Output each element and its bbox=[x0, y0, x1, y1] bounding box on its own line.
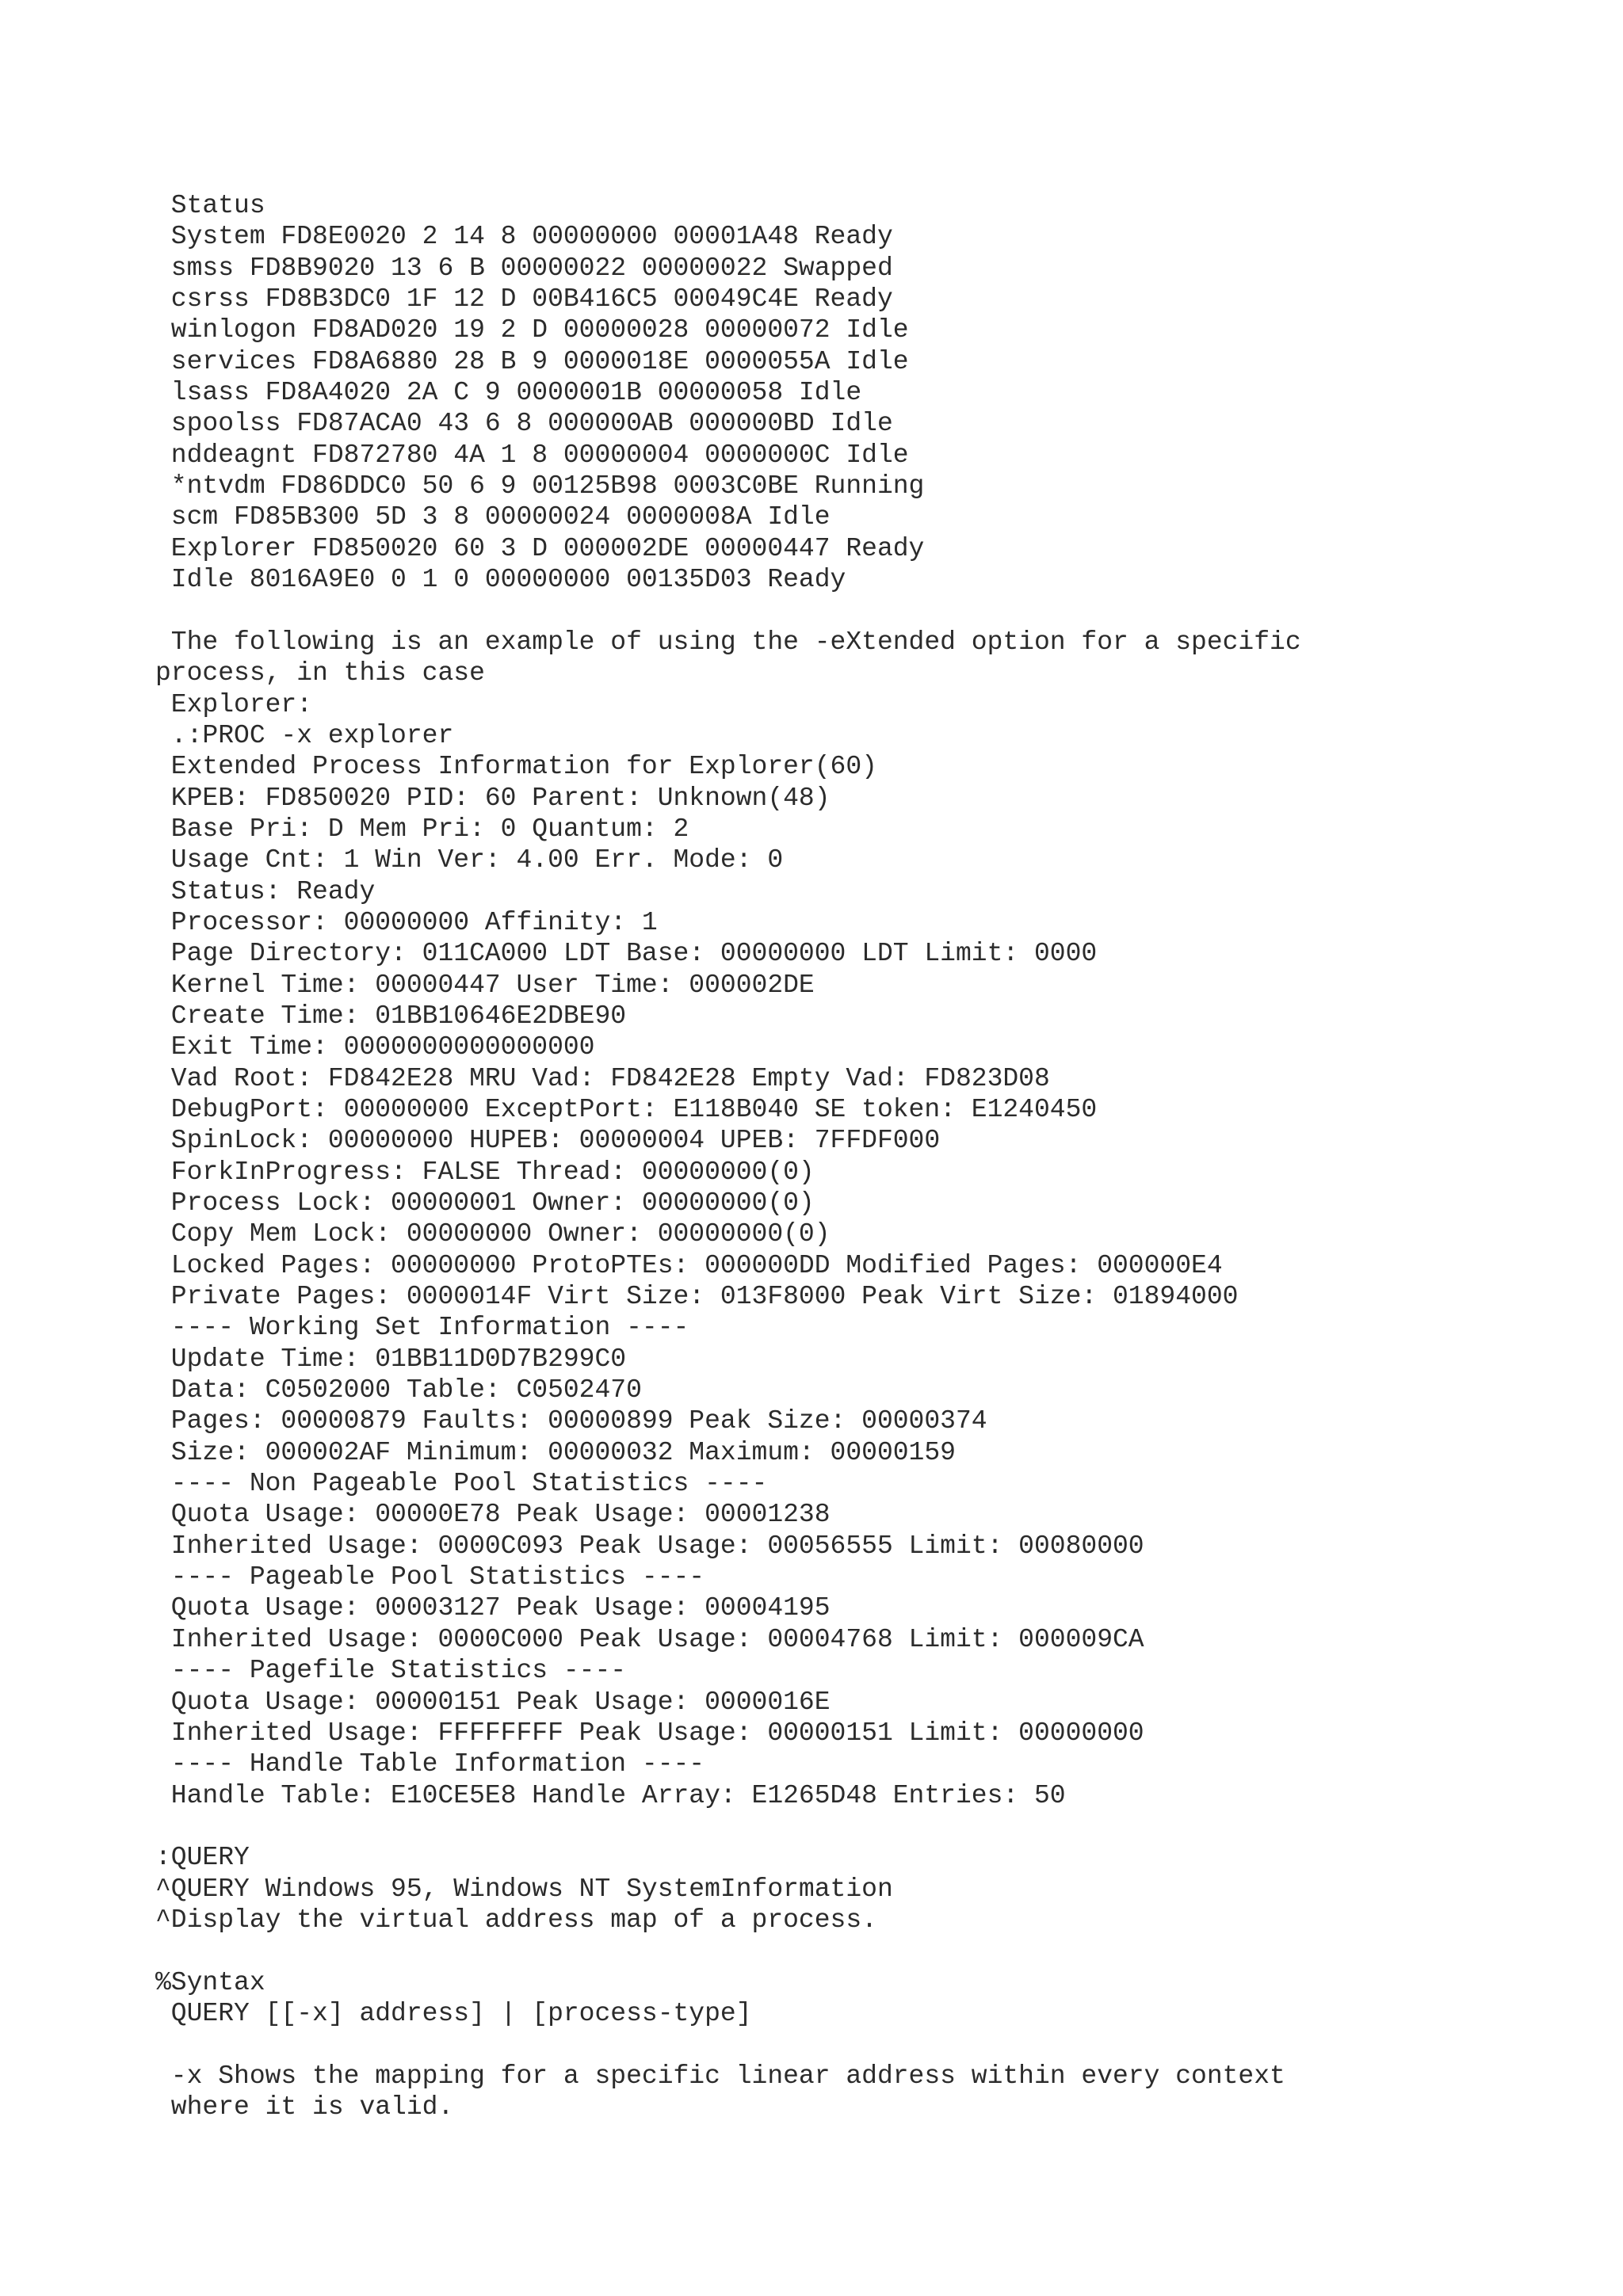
text-line: ---- Working Set Information ---- bbox=[155, 1313, 689, 1343]
blank-line bbox=[155, 1811, 1582, 1842]
text-line: Base Pri: D Mem Pri: 0 Quantum: 2 bbox=[155, 814, 689, 844]
text-line: Inherited Usage: FFFFFFFF Peak Usage: 00000151 Limit: 00000000 bbox=[155, 1718, 1144, 1748]
text-line: Quota Usage: 00000E78 Peak Usage: 00001238 bbox=[155, 1500, 831, 1530]
text-line: Idle 8016A9E0 0 1 0 00000000 00135D03 Ready bbox=[155, 565, 846, 595]
blank-line bbox=[155, 1936, 1582, 1966]
text-line: KPEB: FD850020 PID: 60 Parent: Unknown(48) bbox=[155, 783, 831, 813]
text-line: Processor: 00000000 Affinity: 1 bbox=[155, 907, 658, 937]
text-line: ---- Pagefile Statistics ---- bbox=[155, 1656, 627, 1686]
text-line: Handle Table: E10CE5E8 Handle Array: E1265D48 Entries: 50 bbox=[155, 1780, 1066, 1810]
text-line: Kernel Time: 00000447 User Time: 000002DE bbox=[155, 970, 815, 1000]
text-line: ForkInProgress: FALSE Thread: 00000000(0) bbox=[155, 1157, 815, 1187]
text-line: QUERY [[-x] address] | [process-type] bbox=[155, 1998, 752, 2028]
blank-line bbox=[155, 2029, 1582, 2060]
text-line: SpinLock: 00000000 HUPEB: 00000004 UPEB: 7FFDF000 bbox=[155, 1126, 941, 1156]
text-line: The following is an example of using the -eXtended option for a specific bbox=[155, 627, 1301, 657]
text-line: Status: Ready bbox=[155, 876, 376, 906]
text-line: ^QUERY Windows 95, Windows NT SystemInformation bbox=[155, 1874, 893, 1904]
text-line: nddeagnt FD872780 4A 1 8 00000004 0000000C Idle bbox=[155, 440, 909, 470]
text-line: Data: C0502000 Table: C0502470 bbox=[155, 1375, 642, 1405]
text-line: csrss FD8B3DC0 1F 12 D 00B416C5 00049C4E Ready bbox=[155, 284, 893, 315]
text-line: .:PROC -x explorer bbox=[155, 720, 454, 750]
text-line: Process Lock: 00000001 Owner: 00000000(0) bbox=[155, 1188, 815, 1218]
text-line: lsass FD8A4020 2A C 9 0000001B 00000058 Idle bbox=[155, 378, 862, 408]
text-line: Create Time: 01BB10646E2DBE90 bbox=[155, 1001, 627, 1031]
text-line: -x Shows the mapping for a specific linear address within every context bbox=[155, 2061, 1285, 2091]
text-line: ^Display the virtual address map of a process. bbox=[155, 1905, 877, 1935]
text-line: Exit Time: 0000000000000000 bbox=[155, 1032, 595, 1062]
text-line: smss FD8B9020 13 6 B 00000022 00000022 Swapped bbox=[155, 253, 893, 283]
text-line: services FD8A6880 28 B 9 0000018E 0000055A Idle bbox=[155, 346, 909, 376]
text-line: System FD8E0020 2 14 8 00000000 00001A48 Ready bbox=[155, 222, 893, 252]
text-line: Size: 000002AF Minimum: 00000032 Maximum: 00000159 bbox=[155, 1437, 956, 1467]
text-line: %Syntax bbox=[155, 1967, 265, 1997]
text-line: scm FD85B300 5D 3 8 00000024 0000008A Idle bbox=[155, 502, 831, 532]
text-line: Private Pages: 0000014F Virt Size: 013F8000 Peak Virt Size: 01894000 bbox=[155, 1282, 1239, 1312]
text-line: Page Directory: 011CA000 LDT Base: 00000000 LDT Limit: 0000 bbox=[155, 939, 1098, 969]
text-line: Update Time: 01BB11D0D7B299C0 bbox=[155, 1344, 627, 1374]
text-line: where it is valid. bbox=[155, 2092, 454, 2122]
text-line: Usage Cnt: 1 Win Ver: 4.00 Err. Mode: 0 bbox=[155, 845, 784, 875]
text-line: DebugPort: 00000000 ExceptPort: E118B040 SE token: E1240450 bbox=[155, 1094, 1098, 1124]
text-line: ---- Pageable Pool Statistics ---- bbox=[155, 1562, 705, 1592]
document-page bbox=[155, 190, 1582, 2122]
text-line: Inherited Usage: 0000C093 Peak Usage: 00056555 Limit: 00080000 bbox=[155, 1531, 1144, 1561]
text-line: Inherited Usage: 0000C000 Peak Usage: 00004768 Limit: 000009CA bbox=[155, 1624, 1144, 1654]
text-line: Quota Usage: 00000151 Peak Usage: 0000016E bbox=[155, 1687, 831, 1717]
blank-line bbox=[155, 595, 1582, 626]
text-line: :QUERY bbox=[155, 1843, 250, 1873]
text-line: ---- Non Pageable Pool Statistics ---- bbox=[155, 1469, 768, 1499]
text-line: Quota Usage: 00003127 Peak Usage: 00004195 bbox=[155, 1593, 831, 1623]
text-line: process, in this case bbox=[155, 658, 485, 688]
text-line: Extended Process Information for Explorer(60) bbox=[155, 752, 877, 782]
text-line: winlogon FD8AD020 19 2 D 00000028 00000072 Idle bbox=[155, 315, 909, 345]
text-line: spoolss FD87ACA0 43 6 8 000000AB 000000BD Idle bbox=[155, 409, 893, 439]
text-line: Pages: 00000879 Faults: 00000899 Peak Size: 00000374 bbox=[155, 1406, 987, 1436]
text-line: Vad Root: FD842E28 MRU Vad: FD842E28 Empty Vad: FD823D08 bbox=[155, 1063, 1050, 1093]
text-line: Status bbox=[155, 191, 265, 220]
text-line: Explorer FD850020 60 3 D 000002DE 00000447 Ready bbox=[155, 533, 925, 563]
text-line: ---- Handle Table Information ---- bbox=[155, 1749, 705, 1779]
text-line: Copy Mem Lock: 00000000 Owner: 00000000(0) bbox=[155, 1219, 831, 1249]
text-line: *ntvdm FD86DDC0 50 6 9 00125B98 0003C0BE Running bbox=[155, 471, 925, 502]
text-line: Locked Pages: 00000000 ProtoPTEs: 000000DD Modified Pages: 000000E4 bbox=[155, 1250, 1223, 1280]
text-line: Explorer: bbox=[155, 689, 313, 719]
